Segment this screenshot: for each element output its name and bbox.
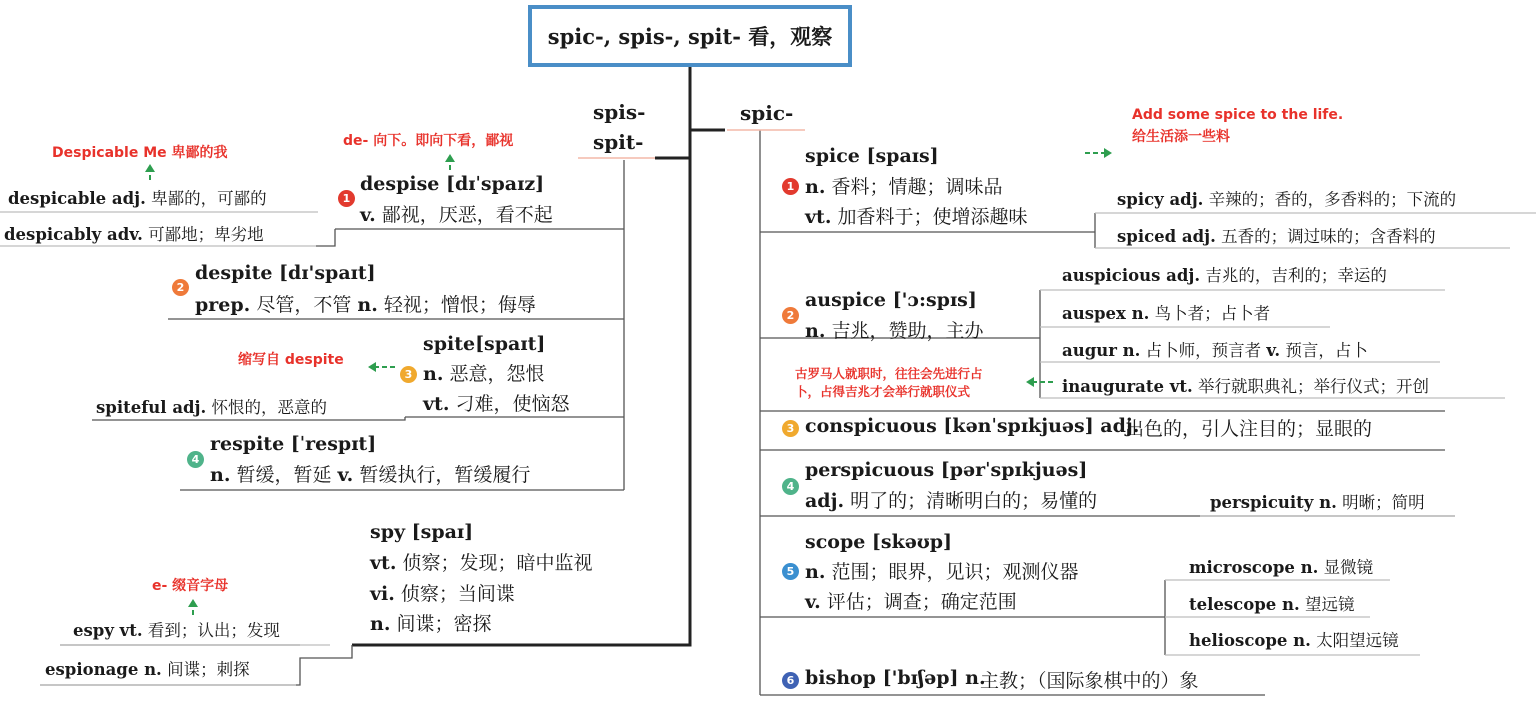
- auspice-headword: auspice ['ɔ:spɪs]: [805, 289, 977, 311]
- espy-word: espy vt.: [73, 621, 143, 640]
- spite-pos2: vt.: [423, 393, 450, 415]
- augur-pos2: v.: [1266, 341, 1281, 360]
- auspicious-word: auspicious adj.: [1062, 266, 1201, 285]
- spicy-word: spicy adj.: [1117, 190, 1204, 209]
- despite-meaning2: 轻视；憎恨；侮辱: [383, 294, 536, 316]
- telescope-entry: [1189, 591, 1355, 615]
- perspicuity-meaning: 明晰；简明: [1342, 493, 1425, 512]
- despite-headword: despite [dɪ'spaɪt]: [195, 262, 376, 284]
- despicable-entry: [8, 185, 267, 209]
- auspex-meaning: 鸟卜者；占卜者: [1154, 304, 1271, 323]
- despicably-entry: [4, 221, 264, 245]
- root-node: [528, 5, 852, 67]
- spiced-meaning: 五香的；调过味的；含香料的: [1221, 227, 1436, 246]
- auspice-note-line1: 古罗马人就职时，往往会先进行占: [795, 366, 983, 381]
- spite-meaning2: 刁难，使恼怒: [455, 393, 570, 415]
- spiced-word: spiced adj.: [1117, 227, 1216, 246]
- perspicuous-meaning: 明了的；清晰明白的；易懂的: [850, 490, 1098, 512]
- auspice-definition: [805, 316, 984, 343]
- spy-meaning2: 侦察；当间谍: [400, 583, 515, 605]
- bishop-headword: bishop ['bɪʃəp] n.: [805, 667, 986, 689]
- branch-spic-label: spic-: [740, 101, 794, 125]
- scope-definition-verb: [805, 587, 1017, 614]
- spice-note-chinese: 给生活添一些料: [1132, 129, 1230, 145]
- inaugurate-meaning: 举行就职典礼；举行仪式；开创: [1197, 377, 1429, 396]
- spice-definition-verb: [805, 202, 1028, 229]
- branch-spit-label: spit-: [593, 130, 644, 154]
- scope-meaning2: 评估；调查；确定范围: [826, 591, 1017, 613]
- spy-pos2: vi.: [370, 583, 395, 605]
- auspice-pos: n.: [805, 320, 826, 342]
- scope-number-badge: 5: [782, 563, 799, 580]
- inaugurate-word: inaugurate vt.: [1062, 377, 1193, 396]
- spice-meaning1: 香料；情趣；调味品: [831, 176, 1003, 198]
- augur-meaning2: 预言，占卜: [1285, 341, 1368, 360]
- conspicuous-meaning: 出色的，引人注目的；显眼的: [1125, 418, 1373, 440]
- despise-pos: v.: [360, 204, 376, 226]
- spite-definition-noun: [423, 359, 545, 386]
- inaugurate-entry: [1062, 373, 1429, 397]
- perspicuous-pos: adj.: [805, 490, 845, 512]
- perspicuous-headword: perspicuous [pərˈspɪkjuəs]: [805, 459, 1088, 481]
- espionage-entry: [45, 656, 250, 680]
- spite-definition-verb: [423, 389, 570, 416]
- spice-number-badge: 1: [782, 178, 799, 195]
- auspice-number-badge: 2: [782, 307, 799, 324]
- auspice-note-line2: 卜，占得吉兆才会举行就职仪式: [795, 384, 971, 399]
- spy-headword: spy [spaɪ]: [370, 521, 474, 543]
- root-title: spic-, spis-, spit- 看，观察: [547, 24, 833, 49]
- perspicuous-definition: [805, 486, 1097, 513]
- auspice-meaning: 吉兆，赞助，主办: [831, 320, 984, 342]
- despite-number-badge: 2: [172, 279, 189, 296]
- spy-pos1: vt.: [370, 552, 397, 574]
- bishop-number-badge: 6: [782, 672, 799, 689]
- microscope-word: microscope n.: [1189, 558, 1319, 577]
- despise-note: de- 向下。即向下看，鄙视: [343, 133, 514, 149]
- respite-definition: [210, 460, 530, 487]
- spice-pos1: n.: [805, 176, 826, 198]
- perspicuity-entry: [1210, 489, 1425, 513]
- spicy-entry: [1117, 186, 1456, 210]
- augur-meaning: 占卜师，预言者: [1145, 341, 1262, 360]
- scope-headword: scope [skəʊp]: [805, 531, 953, 553]
- espy-entry: [73, 617, 280, 641]
- scope-pos1: n.: [805, 561, 826, 583]
- bishop-meaning: 主教；（国际象棋中的）象: [980, 670, 1199, 692]
- auspex-entry: [1062, 300, 1270, 324]
- spice-definition-noun: [805, 172, 1003, 199]
- spiteful-entry: [96, 394, 327, 418]
- spice-headword: spice [spaɪs]: [805, 145, 939, 167]
- respite-pos2: v.: [337, 464, 354, 486]
- spy-definition-n: [370, 609, 492, 636]
- helioscope-entry: [1189, 627, 1399, 651]
- auspicious-meaning: 吉兆的，吉利的；幸运的: [1205, 266, 1387, 285]
- spite-meaning1: 恶意，怨恨: [449, 363, 545, 385]
- spy-pos3: n.: [370, 613, 391, 635]
- conspicuous-number-badge: 3: [782, 420, 799, 437]
- telescope-word: telescope n.: [1189, 595, 1300, 614]
- spiteful-meaning: 怀恨的，恶意的: [211, 398, 328, 417]
- augur-word: augur n.: [1062, 341, 1141, 360]
- respite-pos1: n.: [210, 464, 231, 486]
- despite-definition: [195, 290, 536, 317]
- respite-headword: respite [ˈrespɪt]: [210, 433, 377, 455]
- microscope-meaning: 显微镜: [1323, 558, 1374, 577]
- espionage-meaning: 间谍；刺探: [167, 660, 250, 679]
- despise-definition: [360, 200, 553, 227]
- despise-headword: despise [dɪˈspaɪz]: [360, 173, 545, 195]
- branch-spis-label: spis-: [593, 100, 646, 124]
- despicable-meaning: 卑鄙的，可鄙的: [151, 189, 267, 208]
- despite-pos2: n.: [357, 294, 378, 316]
- spite-number-badge: 3: [400, 366, 417, 383]
- spice-note-english: Add some spice to the life.: [1132, 107, 1344, 123]
- augur-entry: [1062, 337, 1368, 361]
- helioscope-word: helioscope n.: [1189, 631, 1311, 650]
- despicably-word: despicably adv.: [4, 225, 143, 244]
- perspicuous-number-badge: 4: [782, 478, 799, 495]
- despicably-meaning: 可鄙地；卑劣地: [148, 225, 264, 244]
- spy-meaning3: 间谍；密探: [396, 613, 492, 635]
- spy-definition-vi: [370, 579, 515, 606]
- espy-note: e- 缀音字母: [152, 578, 229, 594]
- spite-note: 缩写自 despite: [238, 352, 344, 368]
- auspex-word: auspex n.: [1062, 304, 1150, 323]
- respite-number-badge: 4: [187, 451, 204, 468]
- microscope-entry: [1189, 554, 1373, 578]
- perspicuity-word: perspicuity n.: [1210, 493, 1337, 512]
- scope-pos2: v.: [805, 591, 821, 613]
- spicy-meaning: 辛辣的；香的，多香料的；下流的: [1208, 190, 1457, 209]
- helioscope-meaning: 太阳望远镜: [1316, 631, 1399, 650]
- despite-pos1: prep.: [195, 294, 251, 316]
- despicable-word: despicable adj.: [8, 189, 146, 208]
- spiced-entry: [1117, 223, 1436, 247]
- despicable-note: Despicable Me 卑鄙的我: [52, 145, 228, 161]
- spy-definition-vt: [370, 548, 593, 575]
- scope-meaning1: 范围；眼界，见识；观测仪器: [831, 561, 1079, 583]
- spiteful-word: spiteful adj.: [96, 398, 207, 417]
- spite-headword: spite[spaɪt]: [423, 333, 546, 355]
- spite-pos1: n.: [423, 363, 444, 385]
- telescope-meaning: 望远镜: [1305, 595, 1355, 614]
- espionage-word: espionage n.: [45, 660, 162, 679]
- auspicious-entry: [1062, 262, 1387, 286]
- despite-meaning1: 尽管，不管: [256, 294, 352, 316]
- spice-pos2: vt.: [805, 206, 832, 228]
- despise-meaning: 鄙视，厌恶，看不起: [381, 204, 553, 226]
- respite-meaning1: 暂缓，暂延: [236, 464, 332, 486]
- despise-number-badge: 1: [338, 190, 355, 207]
- spy-meaning1: 侦察；发现；暗中监视: [402, 552, 593, 574]
- espy-meaning: 看到；认出；发现: [147, 621, 280, 640]
- scope-definition-noun: [805, 557, 1079, 584]
- respite-meaning2: 暂缓执行，暂缓履行: [359, 464, 531, 486]
- spice-meaning2: 加香料于；使增添趣味: [837, 206, 1028, 228]
- conspicuous-headword: conspicuous [kənˈspɪkjuəs] adj.: [805, 415, 1140, 437]
